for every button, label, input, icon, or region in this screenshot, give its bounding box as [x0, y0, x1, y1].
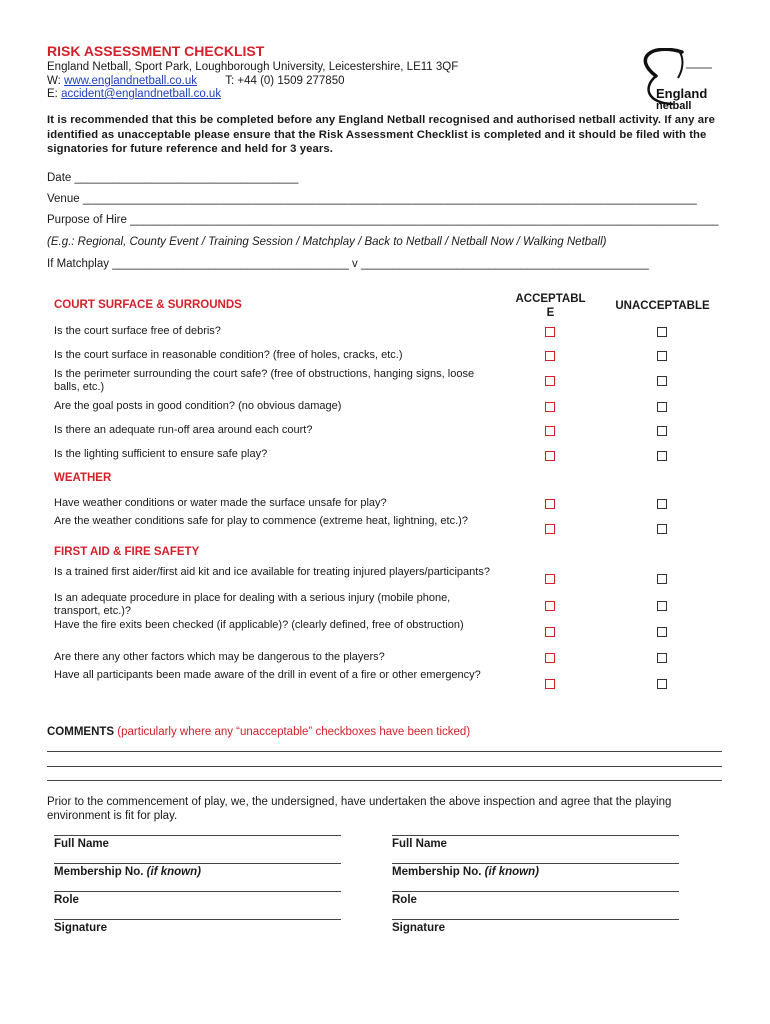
question-row: Have the fire exits been checked (if applicable)? (clearly defined, free of obstruction): [54, 619, 464, 631]
comment-line[interactable]: [47, 751, 722, 752]
comments-label: COMMENTS: [47, 726, 115, 738]
unacceptable-checkbox[interactable]: [657, 499, 667, 509]
unacceptable-checkbox[interactable]: [657, 327, 667, 337]
date-field[interactable]: Date ___________________________________: [47, 172, 299, 184]
comments-note: (particularly where any “unacceptable” checkboxes have been ticked): [117, 726, 471, 738]
page-title: RISK ASSESSMENT CHECKLIST: [47, 43, 265, 59]
acceptable-checkbox[interactable]: [545, 524, 555, 534]
full-name-label-right: Full Name: [392, 838, 447, 850]
unacceptable-header: UNACCEPTABLE: [615, 300, 710, 312]
comment-line[interactable]: [47, 766, 722, 767]
comments-heading: [47, 726, 470, 738]
role-label-right: Role: [392, 894, 417, 906]
role-label-left: Role: [54, 894, 79, 906]
section-court-surface: COURT SURFACE & SURROUNDS: [54, 299, 242, 311]
unacceptable-checkbox[interactable]: [657, 653, 667, 663]
question-row: Is the lighting sufficient to ensure safe play?: [54, 448, 268, 460]
web-prefix: W:: [47, 74, 65, 87]
unacceptable-checkbox[interactable]: [657, 524, 667, 534]
org-address: England Netball, Sport Park, Loughborough University, Leicestershire, LE11 3QF: [47, 61, 459, 73]
unacceptable-checkbox[interactable]: [657, 627, 667, 637]
website-link[interactable]: www.englandnetball.co.uk: [64, 74, 198, 87]
signature-line-right[interactable]: [392, 919, 679, 920]
phone-number: T: +44 (0) 1509 277850: [225, 74, 345, 87]
role-line-right[interactable]: [392, 891, 679, 892]
matchplay-field[interactable]: If Matchplay _____________________________________ v _____________________________________________: [47, 258, 649, 270]
email-link[interactable]: accident@englandnetball.co.uk: [61, 88, 222, 100]
example-note: (E.g.: Regional, County Event / Training Session / Matchplay / Back to Netball / Netball Now / Walking Netball): [47, 236, 607, 248]
intro-paragraph: It is recommended that this be completed before any England Netball recognised and authorised netball activity. If any are identified as unacceptable please ensure that the Risk Assessment Checklist is completed and it should be filed with the signatories for future reference and held for 3 years.: [47, 114, 715, 155]
question-row: Is there an adequate run-off area around each court?: [54, 424, 313, 436]
acceptable-checkbox[interactable]: [545, 499, 555, 509]
acceptable-checkbox[interactable]: [545, 451, 555, 461]
acceptable-checkbox[interactable]: [545, 574, 555, 584]
question-row: Is a trained first aider/first aid kit and ice available for treating injured players/participants?: [54, 566, 490, 578]
membership-line-right[interactable]: [392, 863, 679, 864]
acceptable-checkbox[interactable]: [545, 426, 555, 436]
question-row: Are the weather conditions safe for play to commence (extreme heat, lightning, etc.)?: [54, 515, 468, 527]
purpose-field[interactable]: Purpose of Hire ____________________________________________________________________________________________: [47, 214, 719, 226]
question-row: Is the perimeter surrounding the court safe? (free of obstructions, hanging signs, loose balls, etc.): [54, 368, 475, 393]
declaration-text: Prior to the commencement of play, we, the undersigned, have undertaken the above inspection and agree that the playing environment is fit for play.: [47, 796, 672, 822]
signature-label-left: Signature: [54, 922, 108, 934]
venue-field[interactable]: Venue ________________________________________________________________________________________________: [47, 193, 697, 205]
role-line-left[interactable]: [54, 891, 341, 892]
question-row: Is the court surface free of debris?: [54, 325, 221, 337]
unacceptable-checkbox[interactable]: [657, 351, 667, 361]
question-row: Is the court surface in reasonable condition? (free of holes, cracks, etc.): [54, 349, 403, 361]
acceptable-checkbox[interactable]: [545, 627, 555, 637]
unacceptable-checkbox[interactable]: [657, 679, 667, 689]
unacceptable-checkbox[interactable]: [657, 574, 667, 584]
section-weather: WEATHER: [54, 472, 112, 484]
acceptable-checkbox[interactable]: [545, 351, 555, 361]
email-prefix: E:: [47, 88, 62, 100]
org-details: [47, 61, 458, 102]
question-row: Have all participants been made aware of the drill in event of a fire or other emergency?: [54, 669, 481, 681]
acceptable-checkbox[interactable]: [545, 653, 555, 663]
section-first-aid: FIRST AID & FIRE SAFETY: [54, 546, 200, 558]
logo-text-england: England: [656, 86, 708, 101]
full-name-line-left[interactable]: [54, 835, 341, 836]
acceptable-header: ACCEPTABL E: [515, 293, 586, 319]
unacceptable-checkbox[interactable]: [657, 402, 667, 412]
full-name-line-right[interactable]: [392, 835, 679, 836]
comment-line[interactable]: [47, 780, 722, 781]
signature-label-right: Signature: [392, 922, 446, 934]
unacceptable-checkbox[interactable]: [657, 601, 667, 611]
acceptable-checkbox[interactable]: [545, 402, 555, 412]
england-netball-logo: [612, 48, 722, 113]
unacceptable-checkbox[interactable]: [657, 451, 667, 461]
unacceptable-checkbox[interactable]: [657, 376, 667, 386]
acceptable-checkbox[interactable]: [545, 327, 555, 337]
question-row: Are the goal posts in good condition? (no obvious damage): [54, 400, 342, 412]
logo-text-netball: netball: [656, 100, 692, 112]
acceptable-checkbox[interactable]: [545, 679, 555, 689]
question-row: Are there any other factors which may be dangerous to the players?: [54, 651, 385, 663]
membership-line-left[interactable]: [54, 863, 341, 864]
acceptable-checkbox[interactable]: [545, 601, 555, 611]
membership-label-left: Membership No. (if known): [54, 866, 201, 878]
full-name-label-left: Full Name: [54, 838, 109, 850]
membership-label-right: Membership No. (if known): [392, 866, 539, 878]
acceptable-checkbox[interactable]: [545, 376, 555, 386]
unacceptable-checkbox[interactable]: [657, 426, 667, 436]
question-row: Is an adequate procedure in place for dealing with a serious injury (mobile phone, transport, etc.)?: [54, 592, 451, 617]
signature-line-left[interactable]: [54, 919, 341, 920]
question-row: Have weather conditions or water made the surface unsafe for play?: [54, 497, 387, 509]
